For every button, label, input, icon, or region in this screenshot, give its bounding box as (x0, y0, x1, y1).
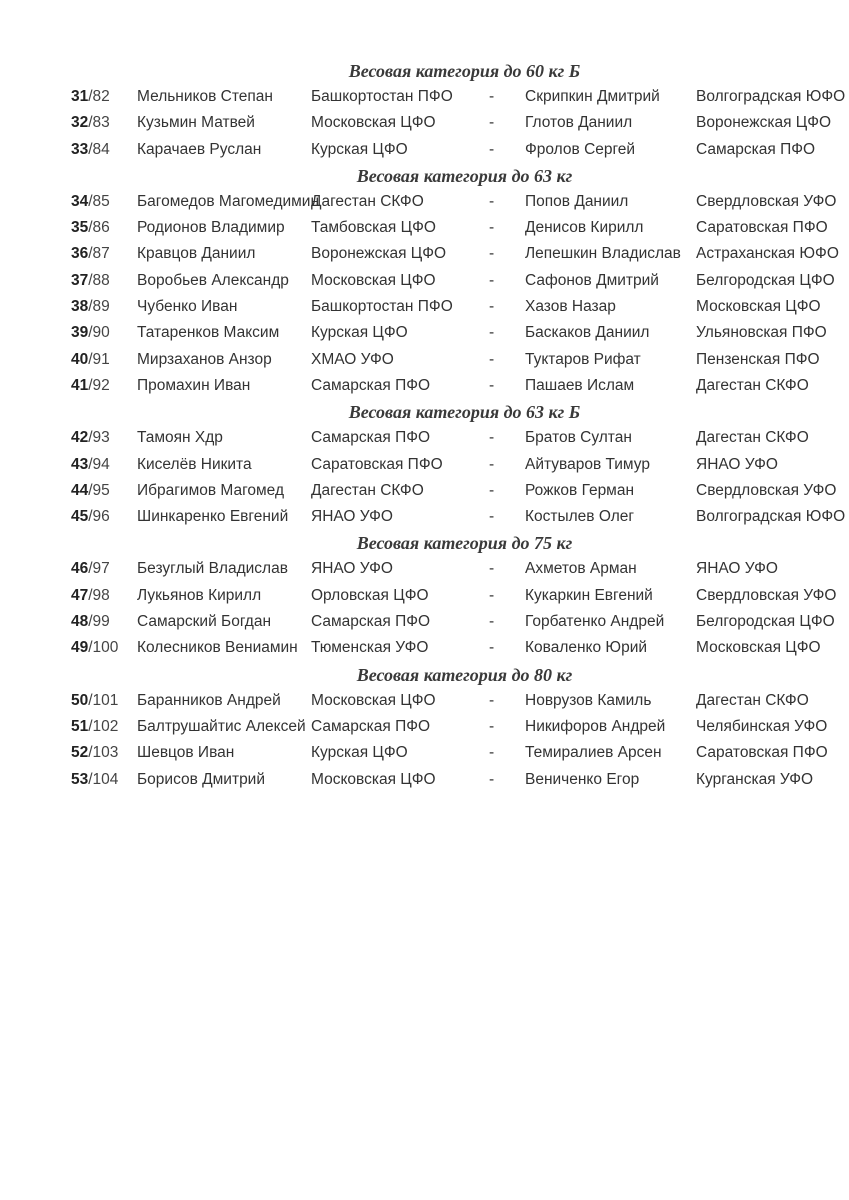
bout-number (71, 482, 110, 500)
bout-number-main: 36 (71, 245, 89, 263)
bout-row (0, 635, 849, 661)
bout-number (71, 272, 110, 290)
athlete-a-name: Шевцов Иван (137, 744, 235, 762)
bout-number-pair: /89 (88, 298, 110, 316)
versus-dash: - (489, 586, 495, 604)
bout-number-main: 40 (71, 350, 89, 368)
bout-row (0, 347, 849, 373)
bout-number (71, 324, 110, 342)
athlete-a-region: Башкортостан ПФО (311, 298, 453, 316)
athlete-a-region: Саратовская ПФО (311, 455, 443, 473)
athlete-a-region: Орловская ЦФО (311, 586, 429, 604)
athlete-b-region: Волгоградская ЮФО (696, 508, 846, 526)
weight-category-section (0, 399, 849, 530)
bout-number-pair: /93 (88, 429, 110, 447)
versus-dash: - (489, 298, 495, 316)
athlete-b-region: ЯНАО УФО (696, 455, 778, 473)
bout-row (0, 320, 849, 346)
athlete-a-name: Самарский Богдан (137, 613, 272, 631)
bout-number-main: 49 (71, 639, 89, 657)
athlete-b-name: Сафонов Дмитрий (525, 271, 659, 289)
bout-number (71, 141, 110, 159)
athlete-b-region: Белгородская ЦФО (696, 613, 835, 631)
bout-number-main: 44 (71, 481, 89, 499)
versus-dash: - (489, 691, 495, 709)
bout-number-pair: /104 (88, 770, 119, 788)
versus-dash: - (489, 744, 495, 762)
athlete-b-name: Лепешкин Владислав (525, 245, 681, 263)
versus-dash: - (489, 140, 495, 158)
bout-number-main: 51 (71, 717, 89, 735)
bout-number (71, 88, 110, 106)
weight-category-section (0, 58, 849, 163)
athlete-b-name: Глотов Даниил (525, 114, 633, 132)
athlete-a-name: Мирзаханов Анзор (137, 350, 272, 368)
athlete-b-region: Дагестан СКФО (696, 429, 809, 447)
bout-row (0, 110, 849, 136)
bout-number-pair: /88 (88, 271, 110, 289)
athlete-b-name: Хазов Назар (525, 298, 616, 316)
bout-rows (0, 84, 849, 163)
athlete-b-name: Туктаров Рифат (525, 350, 641, 368)
weight-category-title: Весовая категория до 63 кг Б (348, 402, 581, 423)
athlete-a-region: Дагестан СКФО (311, 481, 424, 499)
bout-number (71, 744, 118, 762)
bout-number (71, 771, 118, 789)
bout-row (0, 767, 849, 793)
bout-row (0, 137, 849, 163)
bout-row (0, 504, 849, 530)
athlete-b-region: Дагестан СКФО (696, 691, 809, 709)
bout-number-main: 38 (71, 298, 89, 316)
athlete-b-region: Дагестан СКФО (696, 376, 809, 394)
bout-number (71, 718, 118, 736)
versus-dash: - (489, 613, 495, 631)
bout-number (71, 456, 110, 474)
athlete-a-region: Воронежская ЦФО (311, 245, 447, 263)
bout-number-pair: /83 (88, 114, 110, 132)
athlete-b-name: Попов Даниил (525, 192, 629, 210)
bout-number-main: 31 (71, 88, 89, 105)
athlete-b-region: Свердловская УФО (696, 192, 837, 210)
athlete-a-name: Ибрагимов Магомед (137, 481, 285, 499)
athlete-b-region: Астраханская ЮФО (696, 245, 839, 263)
bout-number-main: 33 (71, 140, 89, 158)
bout-rows (0, 189, 849, 399)
athlete-a-region: Московская ЦФО (311, 271, 436, 289)
athlete-b-region: Белгородская ЦФО (696, 271, 835, 289)
bout-number-pair: /92 (88, 376, 110, 394)
bout-number-pair: /95 (88, 481, 110, 499)
bout-number (71, 377, 110, 395)
bout-number-pair: /82 (88, 88, 110, 105)
versus-dash: - (489, 455, 495, 473)
bout-number-main: 32 (71, 114, 89, 132)
versus-dash: - (489, 376, 495, 394)
bout-number (71, 639, 118, 657)
bout-number-main: 42 (71, 429, 89, 447)
bout-row (0, 609, 849, 635)
versus-dash: - (489, 717, 495, 735)
bout-number (71, 429, 110, 447)
athlete-a-region: Курская ЦФО (311, 324, 408, 342)
bout-number-pair: /103 (88, 744, 119, 762)
weight-category-title: Весовая категория до 80 кг (356, 664, 573, 685)
versus-dash: - (489, 324, 495, 342)
bout-row (0, 714, 849, 740)
athlete-b-region: Свердловская УФО (696, 481, 837, 499)
athlete-b-name: Братов Султан (525, 429, 632, 447)
athlete-a-name: Мельников Степан (137, 88, 273, 105)
athlete-b-name: Кукаркин Евгений (525, 586, 653, 604)
versus-dash: - (489, 219, 495, 237)
bout-row (0, 478, 849, 504)
athlete-b-name: Новрузов Камиль (525, 691, 652, 709)
bout-number (71, 351, 110, 369)
versus-dash: - (489, 508, 495, 526)
athlete-b-region: Челябинская УФО (696, 717, 828, 735)
bout-number (71, 560, 110, 578)
weight-category-section (0, 163, 849, 399)
athlete-b-name: Костылев Олег (525, 508, 635, 526)
bout-number (71, 587, 110, 605)
bout-number (71, 114, 110, 132)
bout-number (71, 245, 110, 263)
bout-number-main: 39 (71, 324, 89, 342)
athlete-b-name: Ахметов Арман (525, 560, 637, 578)
athlete-b-name: Денисов Кирилл (525, 219, 644, 237)
versus-dash: - (489, 192, 495, 210)
bout-number-pair: /96 (88, 508, 110, 526)
athlete-b-name: Пашаев Ислам (525, 376, 635, 394)
athlete-a-region: Курская ЦФО (311, 140, 408, 158)
weight-category-title: Весовая категория до 60 кг Б (348, 61, 581, 81)
athlete-a-region: Курская ЦФО (311, 744, 408, 762)
athlete-a-region: Самарская ПФО (311, 376, 431, 394)
athlete-b-region: Московская ЦФО (696, 639, 821, 657)
bout-number-main: 34 (71, 192, 89, 210)
bout-number-pair: /84 (88, 140, 110, 158)
athlete-b-region: Свердловская УФО (696, 586, 837, 604)
bout-row (0, 425, 849, 451)
athlete-b-name: Айтуваров Тимур (525, 455, 650, 473)
weight-category-section (0, 530, 849, 661)
athlete-a-region: Московская ЦФО (311, 691, 436, 709)
athlete-a-name: Шинкаренко Евгений (137, 508, 289, 526)
bout-number-main: 52 (71, 744, 89, 762)
athlete-b-region: Московская ЦФО (696, 298, 821, 316)
versus-dash: - (489, 88, 495, 105)
athlete-a-region: Башкортостан ПФО (311, 88, 453, 105)
athlete-a-name: Родионов Владимир (137, 219, 285, 237)
bout-number-main: 37 (71, 271, 89, 289)
versus-dash: - (489, 271, 495, 289)
athlete-a-region: ХМАО УФО (311, 350, 394, 368)
athlete-a-name: Киселёв Никита (137, 455, 252, 473)
versus-dash: - (489, 350, 495, 368)
bout-number-main: 43 (71, 455, 89, 473)
athlete-b-name: Темиралиев Арсен (525, 744, 662, 762)
athlete-a-region: Тюменская УФО (311, 639, 429, 657)
bout-number-main: 46 (71, 560, 89, 578)
athlete-a-name: Балтрушайтис Алексей (137, 717, 306, 735)
athlete-a-region: ЯНАО УФО (311, 508, 393, 526)
bout-rows (0, 425, 849, 530)
weight-category-section (0, 662, 849, 793)
bout-row (0, 740, 849, 766)
bout-row (0, 452, 849, 478)
athlete-a-region: Дагестан СКФО (311, 192, 424, 210)
bout-row (0, 189, 849, 215)
athlete-b-region: Самарская ПФО (696, 140, 816, 158)
bout-number (71, 193, 110, 211)
athlete-b-region: Ульяновская ПФО (696, 324, 827, 342)
athlete-b-region: Пензенская ПФО (696, 350, 820, 368)
athlete-b-name: Горбатенко Андрей (525, 613, 665, 631)
athlete-a-region: ЯНАО УФО (311, 560, 393, 578)
athlete-b-name: Никифоров Андрей (525, 717, 666, 735)
athlete-a-name: Кравцов Даниил (137, 245, 256, 263)
bout-number-main: 41 (71, 376, 89, 394)
bout-number-pair: /94 (88, 455, 110, 473)
athlete-a-name: Кузьмин Матвей (137, 114, 255, 132)
bout-number-pair: /101 (88, 691, 119, 709)
athlete-a-name: Карачаев Руслан (137, 140, 262, 158)
bout-number-pair: /99 (88, 613, 110, 631)
bout-row (0, 241, 849, 267)
versus-dash: - (489, 639, 495, 657)
bout-number-main: 50 (71, 691, 89, 709)
bout-number (71, 219, 110, 237)
athlete-a-name: Безуглый Владислав (137, 560, 288, 578)
bout-number-pair: /85 (88, 192, 110, 210)
versus-dash: - (489, 429, 495, 447)
weight-category-title: Весовая категория до 63 кг (356, 165, 573, 186)
bout-number-pair: /90 (88, 324, 110, 342)
bout-number-pair: /100 (88, 639, 119, 657)
bout-number-main: 45 (71, 508, 89, 526)
athlete-a-name: Лукьянов Кирилл (137, 586, 262, 604)
athlete-b-region: Саратовская ПФО (696, 744, 828, 762)
athlete-b-name: Вениченко Егор (525, 770, 640, 788)
bout-row (0, 268, 849, 294)
weight-category-title: Весовая категория до 75 кг (356, 533, 573, 554)
versus-dash: - (489, 245, 495, 263)
bout-number-pair: /91 (88, 350, 110, 368)
bout-number-pair: /98 (88, 586, 110, 604)
versus-dash: - (489, 560, 495, 578)
bout-rows (0, 688, 849, 793)
bout-number (71, 298, 110, 316)
athlete-b-name: Рожков Герман (525, 481, 635, 499)
athlete-b-name: Фролов Сергей (525, 140, 636, 158)
athlete-b-name: Баскаков Даниил (525, 324, 650, 342)
athlete-a-name: Тамоян Хдр (137, 429, 223, 447)
bout-row (0, 373, 849, 399)
athlete-a-name: Баранников Андрей (137, 691, 281, 709)
versus-dash: - (489, 770, 495, 788)
bout-rows (0, 556, 849, 661)
athlete-a-region: Самарская ПФО (311, 613, 431, 631)
athlete-b-name: Коваленко Юрий (525, 639, 648, 657)
athlete-a-name: Татаренков Максим (137, 324, 280, 342)
athlete-b-region: Курганская УФО (696, 770, 814, 788)
athlete-a-name: Воробьев Александр (137, 271, 289, 289)
bout-list (0, 58, 849, 793)
athlete-a-region: Московская ЦФО (311, 114, 436, 132)
bout-row (0, 215, 849, 241)
bout-number (71, 508, 110, 526)
bout-number-pair: /102 (88, 717, 119, 735)
bout-number-main: 48 (71, 613, 89, 631)
athlete-b-region: Воронежская ЦФО (696, 114, 832, 132)
athlete-b-region: Саратовская ПФО (696, 219, 828, 237)
bout-row (0, 294, 849, 320)
bout-row (0, 556, 849, 582)
athlete-a-region: Самарская ПФО (311, 429, 431, 447)
athlete-b-name: Скрипкин Дмитрий (525, 88, 660, 105)
athlete-a-name: Колесников Вениамин (137, 639, 298, 657)
bout-row (0, 583, 849, 609)
athlete-a-name: Промахин Иван (137, 376, 251, 394)
athlete-a-name: Борисов Дмитрий (137, 770, 266, 788)
bout-number-pair: /86 (88, 219, 110, 237)
athlete-b-region: Волгоградская ЮФО (696, 88, 846, 105)
bout-number-main: 53 (71, 770, 89, 788)
athlete-a-name: Багомедов Магомедимин (137, 192, 320, 210)
athlete-b-region: ЯНАО УФО (696, 560, 778, 578)
athlete-a-region: Самарская ПФО (311, 717, 431, 735)
bout-number-main: 35 (71, 219, 89, 237)
bout-number-pair: /87 (88, 245, 110, 263)
bout-row (0, 84, 849, 110)
athlete-a-region: Тамбовская ЦФО (311, 219, 436, 237)
bout-number-pair: /97 (88, 560, 110, 578)
bout-number-main: 47 (71, 586, 89, 604)
versus-dash: - (489, 481, 495, 499)
bout-row (0, 688, 849, 714)
athlete-a-name: Чубенко Иван (137, 298, 238, 316)
athlete-a-region: Московская ЦФО (311, 770, 436, 788)
versus-dash: - (489, 114, 495, 132)
bout-number (71, 692, 118, 710)
bout-number (71, 613, 110, 631)
